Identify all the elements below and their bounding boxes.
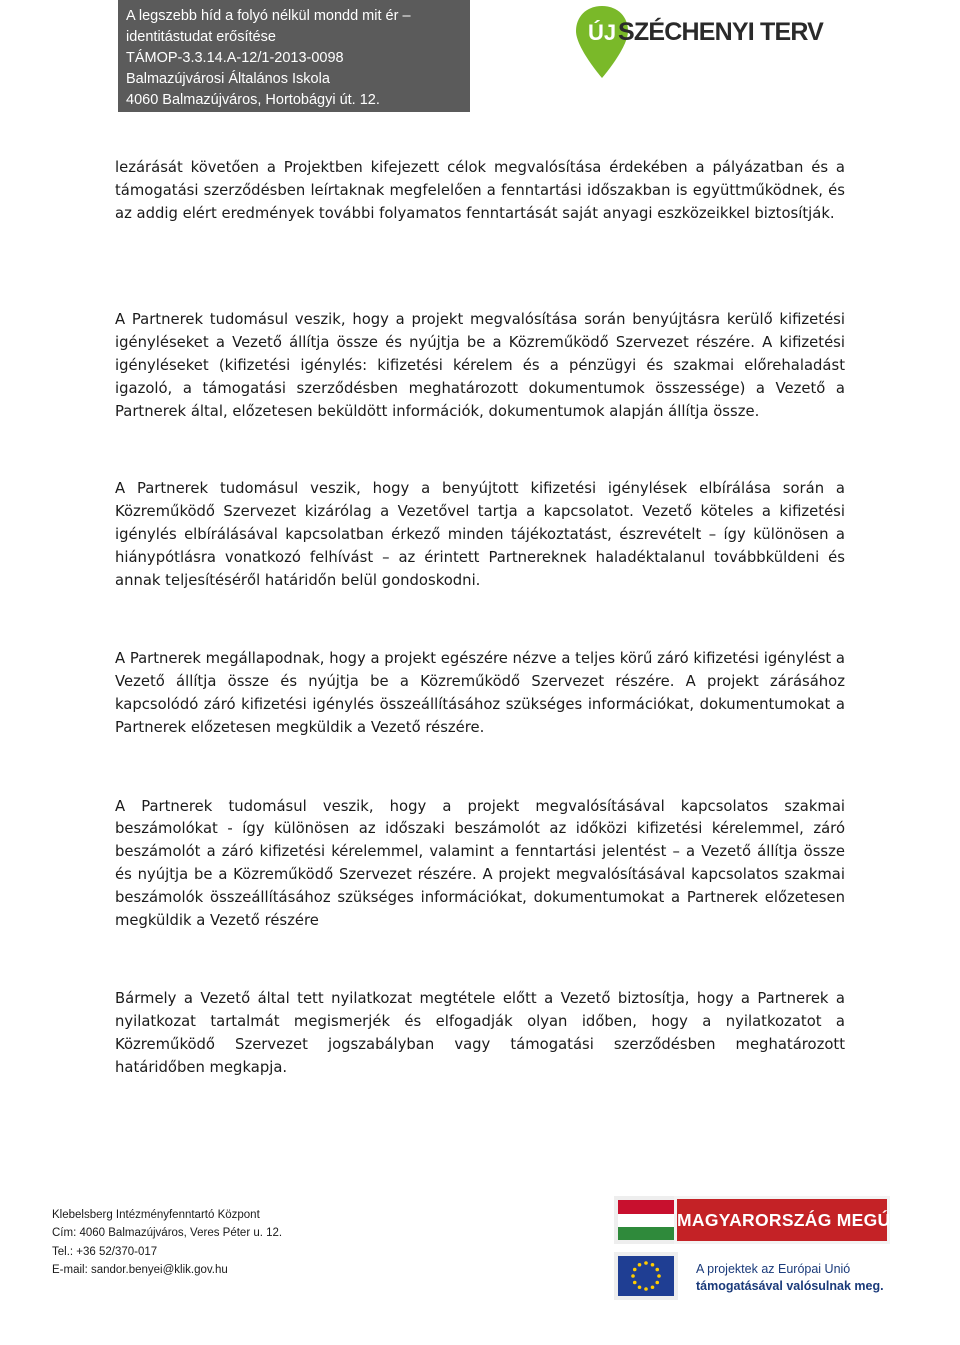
eu-star: [657, 1274, 661, 1278]
eu-star: [655, 1281, 659, 1285]
header-line: A legszebb híd a folyó nélkül mondd mit ér –: [126, 8, 411, 24]
eu-line: A projektek az Európai Unió: [696, 1262, 851, 1276]
eu-star: [631, 1274, 635, 1278]
paragraph: A Partnerek tudomásul veszik, hogy a projekt megvalósításával kapcsolatos szakmai beszámolókat - így különösen az időszaki beszámolót az időközi kifizetési kérelemmel, záró beszámolót a záró kifizetési kérelemmel, valamint a fenntartási jelentést – a Vezető állítja össze és nyújtja be a Közreműködő Szervezet részére. A projekt megvalósításával kapcsolatos szakmai beszámolók összeállításához szükséges információkat, dokumentumokat a Partnerek előzetesen megküldik a Vezető részére: [115, 797, 845, 929]
paragraph: A Partnerek megállapodnak, hogy a projekt egészére nézve a teljes körű záró kifizetési igénylést a Vezető állítja össze és nyújtja be a Közreműködő Szervezet részére. A projekt zárásához kapcsolódó záró kifizetési igénylés összeállításához szükséges információkat, dokumentumokat a Partnerek előzetesen megküldik a Vezető részére.: [115, 650, 845, 736]
paragraph: Bármely a Vezető által tett nyilatkozat megtétele előtt a Vezető biztosítja, hogy a Partnerek a nyilatkozat tartalmát megismerjék és elfogadják olyan időben, hogy a nyilatkozatot a Közreműködő Szervezet jogszabályban vagy támogatási szerződésben meghatározott határidőben megkapja.: [115, 990, 845, 1076]
eu-star: [651, 1263, 655, 1267]
footer-phone: Tel.: +36 52/370-017: [52, 1245, 158, 1258]
eu-star: [651, 1285, 655, 1289]
paragraph: A Partnerek tudomásul veszik, hogy a benyújtott kifizetési igénylések elbírálása során a Közreműködő Szervezet kizárólag a Vezetővel tartja a kapcsolatot. Vezető köteles a kifizetési igénylés elbírálásával kapcsolatban érkező minden tájékoztatást, észrevételt – így különösen a hiánypótlásra vonatkozó felhívást – az érintett Partnereknek haladéktalanul továbbküldeni és annak teljesítéséről határidőn belül gondoskodni.: [115, 480, 845, 589]
eu-star: [655, 1268, 659, 1272]
paragraph: A Partnerek tudomásul veszik, hogy a projekt megvalósítása során benyújtásra kerülő kifizetési igényléseket a Vezető állítja össze és nyújtja be a Közreműködő Szervezet részére. A kifizetési igényléseket (kifizetési igénylés: kifizetési kérelem és a pénzügyi és szakmai előrehaladást igazoló, a támogatási szerződésben meghatározott dokumentumok összessége) a Vezető a Partnerek által, előzetesen beküldött információk, dokumentumok alapján állítja össze.: [115, 311, 845, 420]
header-line: 4060 Balmazújváros, Hortobágyi út. 12.: [126, 92, 380, 108]
paragraph: lezárását követően a Projektben kifejezett célok megvalósítása érdekében a pályázatban és a támogatási szerződésben leírtaknak megfelelően a fenntartási időszakban is együttműködnek, és az addig elért eredmények további folyamatos fenntartását saját anyagi eszközeikkel biztosítják.: [115, 159, 845, 222]
logo-badge-text: ÚJ: [587, 20, 617, 45]
header-line: TÁMOP-3.3.14.A-12/1-2013-0098: [126, 50, 344, 66]
document-body: [115, 157, 845, 1124]
eu-star: [638, 1263, 642, 1267]
eu-star: [644, 1261, 648, 1265]
hungarian-flag-icon: [614, 1196, 674, 1244]
project-header: [118, 0, 470, 112]
magyarorszag-megujul-banner: MAGYARORSZÁG MEGÚJUL: [674, 1196, 890, 1244]
footer-address: Cím: 4060 Balmazújváros, Veres Péter u. 12.: [52, 1227, 283, 1240]
eu-line: támogatásával valósulnak meg.: [696, 1279, 884, 1293]
footer-org: Klebelsberg Intézményfenntartó Központ: [52, 1209, 260, 1221]
eu-star: [633, 1281, 637, 1285]
eu-star: [633, 1268, 637, 1272]
eu-star: [638, 1285, 642, 1289]
header-line: identitástudat erősítése: [126, 29, 276, 45]
header-line: Balmazújvárosi Általános Iskola: [126, 71, 330, 87]
eu-star: [644, 1287, 648, 1291]
eu-flag-icon: [614, 1252, 678, 1300]
logo-text: SZÉCHENYI TERV: [618, 18, 824, 46]
footer-email: E-mail: sandor.benyei@klik.gov.hu: [52, 1264, 228, 1277]
footer-contact: [52, 1206, 282, 1280]
eu-support-text: [696, 1261, 884, 1295]
